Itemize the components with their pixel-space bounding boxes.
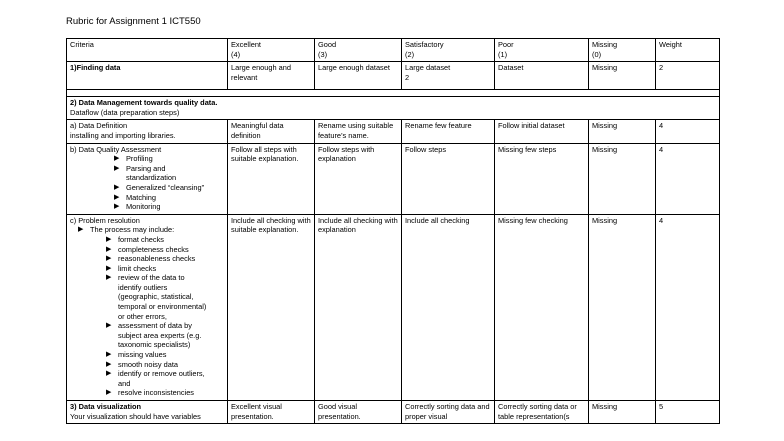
table-row <box>67 120 720 143</box>
list-item: ▶ format checks <box>106 235 210 245</box>
poor-cell: Dataset <box>495 62 589 90</box>
excellent-cell: Include all checking with suitable explanation. <box>228 214 315 400</box>
satisfactory-cell: Follow steps <box>402 143 495 214</box>
bullet-list <box>70 154 224 212</box>
section-heading-row <box>67 97 720 120</box>
criteria-cell: 1)Finding data <box>67 62 228 90</box>
poor-cell: Correctly sorting data or table representation(s <box>495 401 589 424</box>
list-item: ▶ Profiling <box>114 154 224 164</box>
satisfactory-cell: Correctly sorting data and proper visual <box>402 401 495 424</box>
weight-cell: 4 <box>656 143 720 214</box>
satisfactory-cell: Include all checking <box>402 214 495 400</box>
list-item: ▶ assessment of data by subject area experts (e.g. taxonomic specialists) <box>106 321 210 350</box>
satisfactory-cell: Large dataset 2 <box>402 62 495 90</box>
weight-cell: 4 <box>656 214 720 400</box>
good-cell: Good visual presentation. <box>315 401 402 424</box>
excellent-cell: Meaningful data definition <box>228 120 315 143</box>
rubric-table <box>66 38 720 424</box>
poor-cell: Missing few checking <box>495 214 589 400</box>
satisfactory-cell: Rename few feature <box>402 120 495 143</box>
weight-cell: 2 <box>656 62 720 90</box>
list-item: ▶ Matching <box>114 193 224 203</box>
list-item: ▶ reasonableness checks <box>106 254 210 264</box>
header-satisfactory: Satisfactory (2) <box>402 39 495 62</box>
list-item: ▶ smooth noisy data <box>106 360 210 370</box>
table-row <box>67 214 720 400</box>
weight-cell: 5 <box>656 401 720 424</box>
good-cell: Large enough dataset <box>315 62 402 90</box>
bullet-list <box>70 235 210 398</box>
table-row <box>67 143 720 214</box>
weight-cell: 4 <box>656 120 720 143</box>
header-excellent: Excellent (4) <box>228 39 315 62</box>
table-row <box>67 401 720 424</box>
table-row <box>67 90 720 97</box>
header-good: Good (3) <box>315 39 402 62</box>
missing-cell: Missing <box>589 401 656 424</box>
missing-cell: Missing <box>589 214 656 400</box>
section-subheading: Dataflow (data preparation steps) <box>70 107 180 117</box>
excellent-cell: Follow all steps with suitable explanation. <box>228 143 315 214</box>
header-weight: Weight <box>656 39 720 62</box>
outer-bullet-list <box>70 225 224 235</box>
list-item: ▶ review of the data to identify outliers (geographic, statistical, temporal or environmental) or other errors, <box>106 273 210 321</box>
poor-cell: Missing few steps <box>495 143 589 214</box>
good-cell: Rename using suitable feature’s name. <box>315 120 402 143</box>
list-item: ▶ Generalized “cleansing” <box>114 183 224 193</box>
criteria-cell: a) Data Definition installing and importing libraries. <box>67 120 228 143</box>
missing-cell: Missing <box>589 62 656 90</box>
list-item: ▶ resolve inconsistencies <box>106 388 210 398</box>
header-row <box>67 39 720 62</box>
list-item: ▶ completeness checks <box>106 245 210 255</box>
criteria-cell: c) Problem resolution ▶ The process may include: ▶ format checks ▶ completeness checks ▶ reasonableness checks ▶ limit checks ▶ review of the data to identify outliers (geographic, statistical, temporal or environmental) or other errors, ▶ assessment of data by subject area experts (e.g. taxonomic specialists) ▶ missing values ▶ smooth noisy data ▶ identify or remove outliers, and ▶ resolve inconsistencies <box>67 214 228 400</box>
poor-cell: Follow initial dataset <box>495 120 589 143</box>
missing-cell: Missing <box>589 143 656 214</box>
header-missing: Missing (0) <box>589 39 656 62</box>
header-criteria: Criteria <box>67 39 228 62</box>
table-row <box>67 62 720 90</box>
good-cell: Follow steps with explanation <box>315 143 402 214</box>
list-item: ▶ missing values <box>106 350 210 360</box>
header-poor: Poor (1) <box>495 39 589 62</box>
list-item: ▶ Monitoring <box>114 202 224 212</box>
section-heading-cell <box>67 97 720 120</box>
excellent-cell: Excellent visual presentation. <box>228 401 315 424</box>
section-heading: 2) Data Management towards quality data. <box>70 98 218 108</box>
criteria-cell: 3) Data visualization Your visualization should have variables <box>67 401 228 424</box>
criteria-cell: b) Data Quality Assessment ▶ Profiling ▶ Parsing and standardization ▶ Generalized “cleansing” ▶ Matching ▶ Monitoring <box>67 143 228 214</box>
good-cell: Include all checking with explanation <box>315 214 402 400</box>
list-item: ▶ limit checks <box>106 264 210 274</box>
list-item: ▶ The process may include: <box>78 225 224 235</box>
list-item: ▶ identify or remove outliers, and <box>106 369 210 388</box>
excellent-cell: Large enough and relevant <box>228 62 315 90</box>
missing-cell: Missing <box>589 120 656 143</box>
list-item: ▶ Parsing and standardization <box>114 164 198 183</box>
spacer-row <box>67 90 720 97</box>
document-title: Rubric for Assignment 1 ICT550 <box>66 16 201 27</box>
